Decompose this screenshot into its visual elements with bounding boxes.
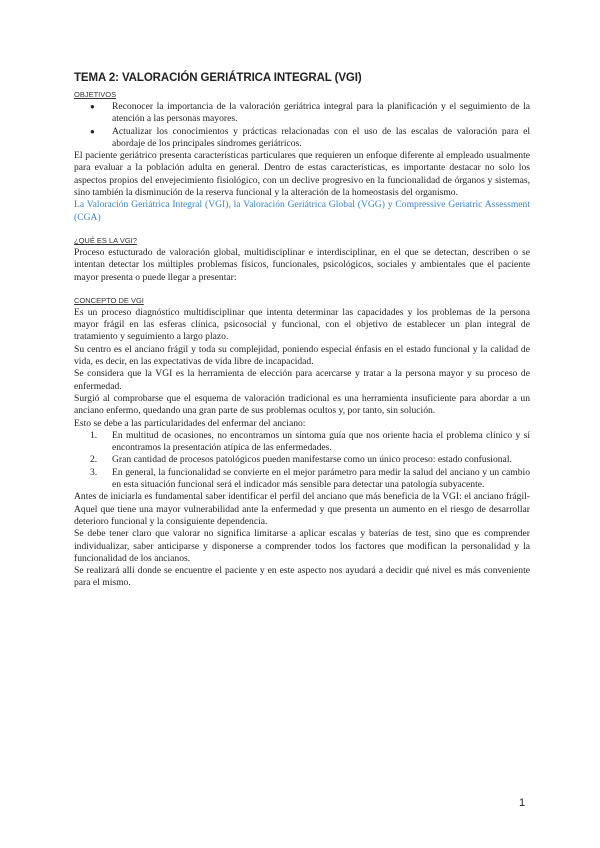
intro-highlight: La Valoración Geriátrica Integral (VGI), la Valoración Geriátrica Global (VGG) y Compressive Geriatric Assessment (CGA) [74, 199, 530, 223]
document-page [74, 72, 530, 590]
concepto-paragraph: Se considera que la VGI es la herramienta de elección para acercarse y tratar a la persona mayor y su proceso de enfermedad. [74, 368, 530, 392]
concepto-paragraph: Surgió al comprobarse que el esquema de valoración tradicional es una herramienta insuficiente para abordar a un anciano enfermo, quedando una gran parte de sus problemas ocultos y, por tanto, sin solución. [74, 392, 530, 417]
page-number: 1 [519, 797, 526, 809]
page-title: TEMA 2: VALORACIÓN GERIÁTRICA INTEGRAL (VGI) [74, 72, 362, 84]
concepto-after-paragraph: Se realizará allí donde se encuentre el paciente y en este aspecto nos ayudará a decidir qué nivel es más conveniente para el mismo. [74, 565, 530, 589]
item-text: En general, la funcionalidad se convierte en el mejor parámetro para medir la salud del anciano y un cambio en esta situación funcional será el indicador más sensible para detectar una patología subyacente. [112, 466, 530, 491]
particularidad-item [90, 429, 530, 455]
que-es-heading: ¿QUÉ ES LA VGI? [74, 235, 137, 245]
objetivos-list [74, 101, 530, 150]
item-text: Gran cantidad de procesos patológicos pueden manifestarse como un único proceso: estado confusional. [112, 454, 512, 466]
que-es-text: Proceso estucturado de valoración global, multidisciplinar e interdisciplinar, en el que se detectan, describen o se intentan detectar los múltiples problemas físicos, funcionales, psicológicos, sociales y ambientales que el paciente mayor presenta o puede llegar a presentar: [74, 246, 530, 283]
concepto-paragraph: Es un proceso diagnóstico multidisciplinar que intenta determinar las capacidades y los problemas de la persona mayor frágil en las esferas clínica, psicosocial y funcional, con el objetivo de establecer un plan integral de tratamiento y seguimiento a largo plazo. [74, 306, 530, 343]
item-number: 1. [90, 429, 98, 441]
concepto-heading: CONCEPTO DE VGI [74, 295, 144, 305]
concepto-paragraph: Su centro es el anciano frágil y toda su complejidad, poniendo especial énfasis en el estado funcional y la calidad de vida, es decir, en las expectativas de vida libre de incapacidad. [74, 343, 530, 368]
item-number: 2. [90, 454, 98, 466]
concepto-after-paragraph: Antes de iniciarla es fundamental saber identificar el perfil del anciano que más beneficia de la VGI: el anciano frágil- Aquel que tiene una mayor vulnerabilidad ante la enfermedad y que presenta un aumento en el riesgo de desarrollar deterioro funcional y la consiguiente dependencia. [74, 491, 530, 527]
particularidades-list [74, 430, 530, 491]
intro-paragraph: El paciente geriátrico presenta características particulares que requieren un enfoque diferente al empleado usualmente para evaluar a la población adulta en general. Dentro de estas características, es importante destacar no solo los aspectos propios del envejecimiento fisiológico, con un declive progresivo en la funcionalidad de órganos y sistemas, sino también la disminución de la reserva funcional y la alteración de la homeostasis del organismo. [74, 150, 530, 199]
item-number: 3. [90, 466, 98, 478]
concepto-after-paragraph: Se debe tener claro que valorar no significa limitarse a aplicar escalas y baterías de test, sino que es comprender individualizar, saber anticiparse y disponerse a comprender todos los factores que modifican la personalidad y la funcionalidad de los ancianos. [74, 528, 530, 564]
objetivos-heading: OBJETIVOS [74, 90, 117, 99]
particularidad-item [90, 466, 530, 492]
concepto-paragraph: Esto se debe a las particularidades del enfermar del anciano: [74, 417, 306, 429]
particularidad-item [90, 454, 530, 466]
item-text: En multitud de ocasiones, no encontramos un síntoma guía que nos oriente hacia el problema clínico y sí encontramos la presentación atípica de las enfermedades. [112, 429, 530, 454]
objetivo-item: ● Actualizar los conocimientos y prácticas relacionadas con el uso de las escalas de valoración para el abordaje de los principales síndromes geriátricos. [112, 126, 530, 151]
objetivo-item: ● Reconocer la importancia de la valoración geriátrica integral para la planificación y el seguimiento de la atención a las personas mayores. [112, 101, 530, 126]
